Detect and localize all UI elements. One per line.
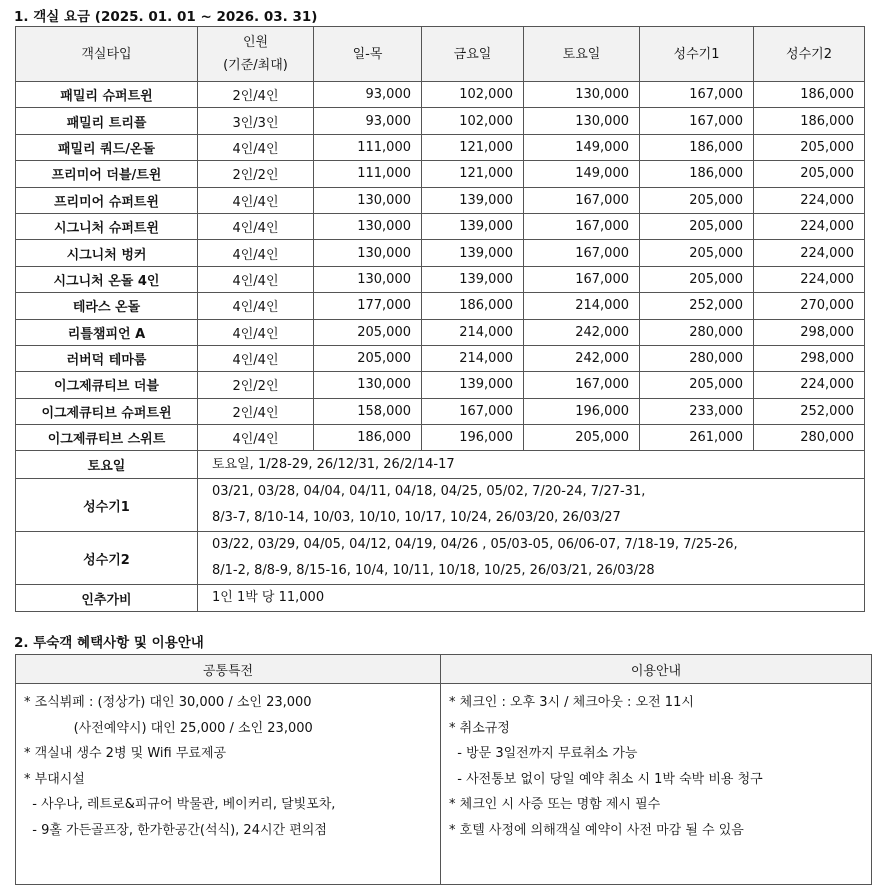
list-item: * 부대시설 [24,771,85,787]
room-type: 프리미어 더블/트윈 [16,161,198,187]
peak2-dates [198,532,865,585]
price-peak2: 252,000 [754,398,865,424]
benefits-cell [16,684,441,885]
header-capacity-line1: 인원 [242,35,269,50]
header-peak1: 성수기1 [640,27,754,82]
list-item: - 사우나, 레트로&피규어 박물관, 베이커리, 달빛포차, [24,797,336,813]
section1-title: 1. 객실 요금 (2025. 01. 01 ~ 2026. 03. 31) [14,9,318,25]
price-peak1: 261,000 [640,425,754,451]
price-weekday: 186,000 [314,425,422,451]
saturday-label: 토요일 [16,451,198,479]
price-peak1: 167,000 [640,82,754,108]
room-capacity: 2인/2인 [198,161,314,187]
price-peak2: 298,000 [754,319,865,345]
header-capacity-line2: (기준/최대) [223,58,288,73]
room-type: 이그제큐티브 슈퍼트윈 [16,398,198,424]
price-peak1: 205,000 [640,372,754,398]
extra-person-row [16,585,865,612]
price-weekday: 130,000 [314,372,422,398]
price-saturday: 130,000 [524,108,640,134]
saturday-dates-row [16,451,865,479]
price-friday: 102,000 [422,108,524,134]
table-row [16,345,865,371]
room-capacity: 2인/4인 [198,398,314,424]
header-friday: 금요일 [422,27,524,82]
price-peak2: 205,000 [754,134,865,160]
price-peak1: 205,000 [640,240,754,266]
room-type: 러버덕 테마룸 [16,345,198,371]
peak2-dates-line1: 03/22, 03/29, 04/05, 04/12, 04/19, 04/26 , 05/03-05, 06/06-07, 7/18-19, 7/25-26, [212,537,738,553]
price-saturday: 205,000 [524,425,640,451]
room-capacity: 4인/4인 [198,266,314,292]
price-friday: 139,000 [422,372,524,398]
room-type: 테라스 온돌 [16,293,198,319]
price-peak2: 298,000 [754,345,865,371]
price-saturday: 196,000 [524,398,640,424]
price-saturday: 167,000 [524,266,640,292]
table-row [16,319,865,345]
table-header-row [16,27,865,82]
info-content-row [16,684,872,885]
room-type: 시그니처 벙커 [16,240,198,266]
price-peak1: 280,000 [640,345,754,371]
price-saturday: 149,000 [524,161,640,187]
price-friday: 139,000 [422,187,524,213]
room-type: 패밀리 트리플 [16,108,198,134]
price-saturday: 167,000 [524,187,640,213]
list-item: - 9홀 가든골프장, 한가한공간(석식), 24시간 편의점 [24,822,327,838]
price-saturday: 167,000 [524,213,640,239]
table-row [16,82,865,108]
header-weekday: 일-목 [314,27,422,82]
price-friday: 139,000 [422,266,524,292]
room-capacity: 4인/4인 [198,134,314,160]
room-capacity: 4인/4인 [198,213,314,239]
price-peak1: 233,000 [640,398,754,424]
list-item: (사전예약시) 대인 25,000 / 소인 23,000 [24,720,313,736]
table-row [16,213,865,239]
guide-cell [441,684,872,885]
list-item: * 조식뷔페 : (정상가) 대인 30,000 / 소인 23,000 [24,695,312,710]
price-saturday: 149,000 [524,134,640,160]
peak1-dates-line2: 8/3-7, 8/10-14, 10/03, 10/10, 10/17, 10/24, 26/03/20, 26/03/27 [212,510,621,526]
price-weekday: 130,000 [314,240,422,266]
price-peak1: 186,000 [640,134,754,160]
price-peak1: 205,000 [640,266,754,292]
header-capacity [198,27,314,82]
header-peak2: 성수기2 [754,27,865,82]
table-row [16,187,865,213]
peak2-label: 성수기2 [16,532,198,585]
price-weekday: 111,000 [314,161,422,187]
price-peak2: 205,000 [754,161,865,187]
list-item: - 방문 3일전까지 무료취소 가능 [449,746,638,762]
list-item: * 호텔 사정에 의해객실 예약이 사전 마감 될 수 있음 [449,822,744,838]
price-saturday: 242,000 [524,345,640,371]
table-row [16,266,865,292]
price-peak1: 167,000 [640,108,754,134]
peak1-dates-line1: 03/21, 03/28, 04/04, 04/11, 04/18, 04/25, 05/02, 7/20-24, 7/27-31, [212,484,646,500]
table-row [16,293,865,319]
list-item: * 체크인 : 오후 3시 / 체크아웃 : 오전 11시 [449,695,694,710]
price-friday: 186,000 [422,293,524,319]
price-weekday: 205,000 [314,345,422,371]
price-friday: 196,000 [422,425,524,451]
price-weekday: 205,000 [314,319,422,345]
saturday-dates: 토요일, 1/28-29, 26/12/31, 26/2/14-17 [198,451,865,479]
price-saturday: 167,000 [524,372,640,398]
info-table [15,654,872,885]
room-capacity: 3인/3인 [198,108,314,134]
extra-person-label: 인추가비 [16,585,198,612]
price-saturday: 242,000 [524,319,640,345]
price-friday: 139,000 [422,240,524,266]
price-saturday: 214,000 [524,293,640,319]
peak1-dates [198,479,865,532]
room-type: 이그제큐티브 더블 [16,372,198,398]
header-saturday: 토요일 [524,27,640,82]
header-type: 객실타입 [16,27,198,82]
table-row [16,240,865,266]
peak1-label: 성수기1 [16,479,198,532]
price-peak1: 186,000 [640,161,754,187]
price-friday: 214,000 [422,319,524,345]
price-friday: 214,000 [422,345,524,371]
list-item: * 객실내 생수 2병 및 Wifi 무료제공 [24,746,227,762]
table-row [16,425,865,451]
room-capacity: 4인/4인 [198,187,314,213]
peak1-dates-row [16,479,865,532]
price-peak2: 224,000 [754,213,865,239]
peak2-dates-line2: 8/1-2, 8/8-9, 8/15-16, 10/4, 10/11, 10/18, 10/25, 26/03/21, 26/03/28 [212,563,655,579]
price-peak2: 270,000 [754,293,865,319]
price-weekday: 158,000 [314,398,422,424]
list-item: * 체크인 시 사증 또는 명함 제시 필수 [449,797,661,813]
room-capacity: 2인/4인 [198,82,314,108]
price-peak2: 186,000 [754,82,865,108]
list-item: * 취소규정 [449,720,510,736]
price-friday: 167,000 [422,398,524,424]
extra-person-fee: 1인 1박 당 11,000 [198,585,865,612]
table-row [16,108,865,134]
price-friday: 121,000 [422,161,524,187]
room-type: 시그니처 온돌 4인 [16,266,198,292]
rate-table [15,26,865,612]
benefits-header: 공통특전 [16,655,441,684]
price-saturday: 130,000 [524,82,640,108]
price-weekday: 177,000 [314,293,422,319]
price-weekday: 111,000 [314,134,422,160]
price-peak2: 224,000 [754,266,865,292]
list-item: - 사전통보 없이 당일 예약 취소 시 1박 숙박 비용 청구 [449,771,763,787]
room-capacity: 4인/4인 [198,345,314,371]
price-peak2: 224,000 [754,240,865,266]
room-type: 패밀리 슈퍼트윈 [16,82,198,108]
price-weekday: 130,000 [314,213,422,239]
room-capacity: 4인/4인 [198,319,314,345]
info-header-row [16,655,872,684]
room-type: 프리미어 슈퍼트윈 [16,187,198,213]
price-peak2: 224,000 [754,187,865,213]
price-saturday: 167,000 [524,240,640,266]
room-type: 리틀챔피언 A [16,319,198,345]
price-peak1: 205,000 [640,213,754,239]
section2-title: 2. 투숙객 혜택사항 및 이용안내 [14,635,204,651]
price-friday: 139,000 [422,213,524,239]
table-row [16,134,865,160]
room-type: 패밀리 쿼드/온돌 [16,134,198,160]
price-weekday: 93,000 [314,82,422,108]
room-capacity: 4인/4인 [198,425,314,451]
price-friday: 102,000 [422,82,524,108]
price-weekday: 130,000 [314,187,422,213]
room-capacity: 4인/4인 [198,240,314,266]
price-weekday: 93,000 [314,108,422,134]
table-row [16,398,865,424]
room-type: 이그제큐티브 스위트 [16,425,198,451]
guide-header: 이용안내 [441,655,872,684]
price-peak2: 224,000 [754,372,865,398]
price-peak1: 252,000 [640,293,754,319]
price-peak2: 186,000 [754,108,865,134]
table-row [16,161,865,187]
price-peak1: 280,000 [640,319,754,345]
room-type: 시그니처 슈퍼트윈 [16,213,198,239]
price-peak1: 205,000 [640,187,754,213]
peak2-dates-row [16,532,865,585]
room-capacity: 4인/4인 [198,293,314,319]
table-row [16,372,865,398]
room-capacity: 2인/2인 [198,372,314,398]
price-friday: 121,000 [422,134,524,160]
price-peak2: 280,000 [754,425,865,451]
price-weekday: 130,000 [314,266,422,292]
